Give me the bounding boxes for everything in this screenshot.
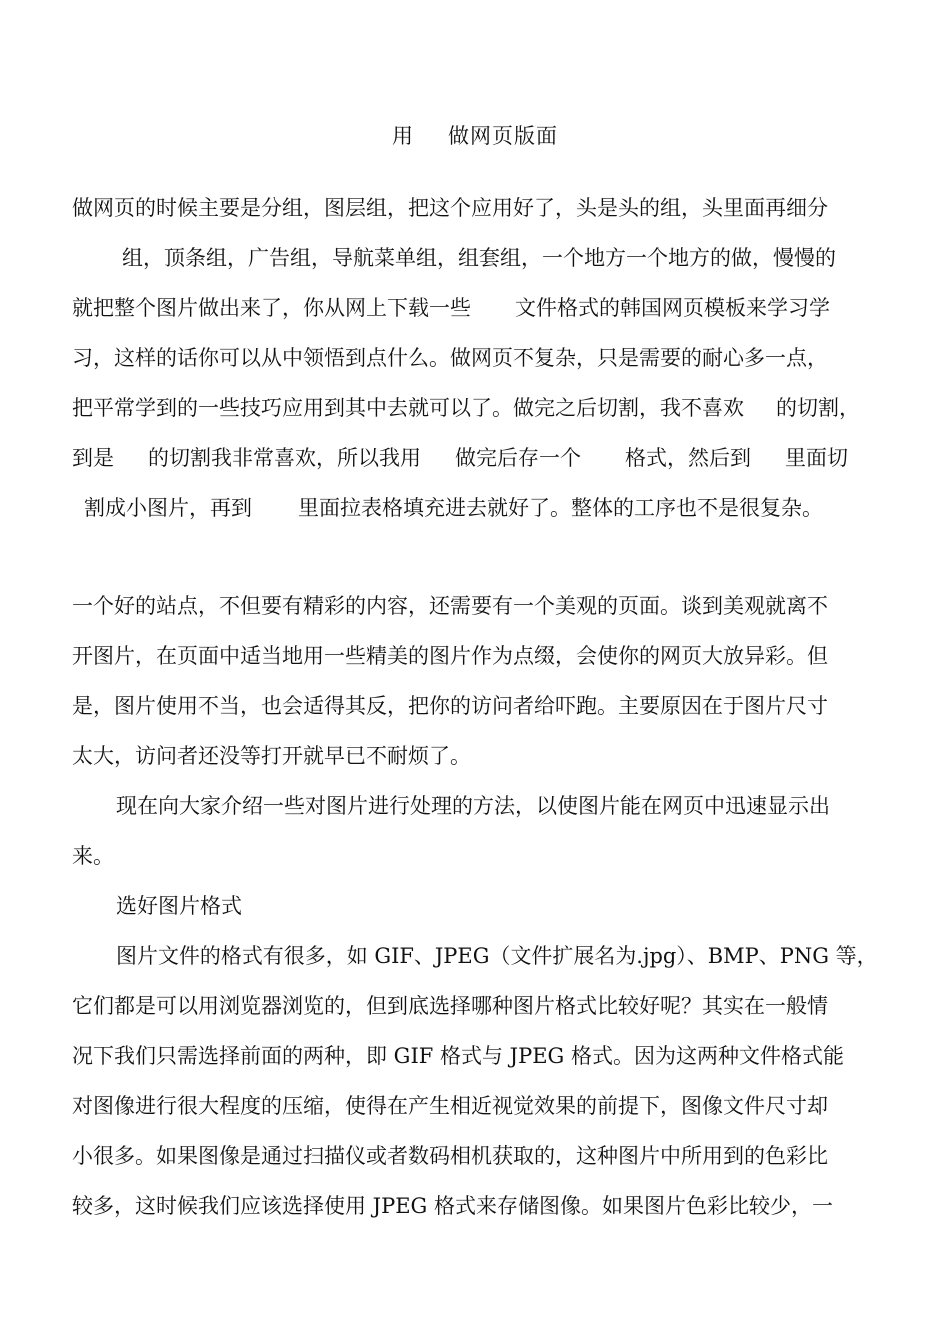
paragraph-1-line-2: 组，顶条组，广告组，导航菜单组，组套组，一个地方一个地方的做，慢慢的 [122, 246, 836, 270]
page-title [0, 120, 950, 150]
paragraph-1-line-6 [72, 443, 878, 473]
paragraph-1-line-5 [72, 393, 878, 423]
p1-l7-b: 里面拉表格填充进去就好了。整体的工序也不是很复杂。 [298, 496, 823, 520]
paragraph-2-line-4: 太大，访问者还没等打开就早已不耐烦了。 [72, 744, 471, 768]
paragraph-1-line-7 [84, 493, 878, 523]
paragraph-1-line-3 [72, 293, 878, 323]
p1-l5-a: 把平常学到的一些技巧应用到其中去就可以了。做完之后切割，我不喜欢 [72, 396, 744, 420]
paragraph-4-line-3: 况下我们只需选择前面的两种，即 GIF 格式与 JPEG 格式。因为这两种文件格式能 [72, 1044, 844, 1068]
section-heading: 选好图片格式 [116, 894, 242, 918]
title-part-1: 用 [392, 124, 414, 148]
title-part-2: 做网页版面 [448, 124, 558, 148]
paragraph-2-line-3: 是，图片使用不当，也会适得其反，把你的访问者给吓跑。主要原因在于图片尺寸 [72, 694, 828, 718]
paragraph-4-line-4: 对图像进行很大程度的压缩，使得在产生相近视觉效果的前提下，图像文件尺寸却 [72, 1094, 828, 1118]
paragraph-3-line-2: 来。 [72, 844, 114, 868]
p1-l6-c: 做完后存一个 [455, 446, 581, 470]
paragraph-2-line-2: 开图片，在页面中适当地用一些精美的图片作为点缀，会使你的网页大放异彩。但 [72, 644, 828, 668]
p1-l6-b: 的切割我非常喜欢，所以我用 [148, 446, 421, 470]
paragraph-1-line-1: 做网页的时候主要是分组，图层组，把这个应用好了，头是头的组，头里面再细分 [72, 196, 828, 220]
paragraph-4-line-2: 它们都是可以用浏览器浏览的，但到底选择哪种图片格式比较好呢？其实在一般情 [72, 994, 828, 1018]
paragraph-2-line-1: 一个好的站点，不但要有精彩的内容，还需要有一个美观的页面。谈到美观就离不 [72, 594, 828, 618]
p1-l3-b: 文件格式的韩国网页模板来学习学 [515, 296, 830, 320]
p1-l7-a: 割成小图片，再到 [84, 496, 252, 520]
p1-l5-b: 的切割， [776, 396, 860, 420]
paragraph-4-line-6: 较多，这时候我们应该选择使用 JPEG 格式来存储图像。如果图片色彩比较少，一 [72, 1194, 834, 1218]
paragraph-3-line-1: 现在向大家介绍一些对图片进行处理的方法，以使图片能在网页中迅速显示出 [116, 794, 830, 818]
paragraph-4-line-1: 图片文件的格式有很多，如 GIF、JPEG（文件扩展名为.jpg）、BMP、PNG 等， [116, 944, 878, 968]
p1-l6-a: 到是 [72, 446, 114, 470]
p1-l3-a: 就把整个图片做出来了，你从网上下载一些 [72, 296, 471, 320]
p1-l6-e: 里面切 [785, 446, 848, 470]
paragraph-4-line-5: 小很多。如果图像是通过扫描仪或者数码相机获取的，这种图片中所用到的色彩比 [72, 1144, 828, 1168]
paragraph-1-line-4: 习，这样的话你可以从中领悟到点什么。做网页不复杂，只是需要的耐心多一点， [72, 346, 828, 370]
p1-l6-d: 格式，然后到 [625, 446, 751, 470]
